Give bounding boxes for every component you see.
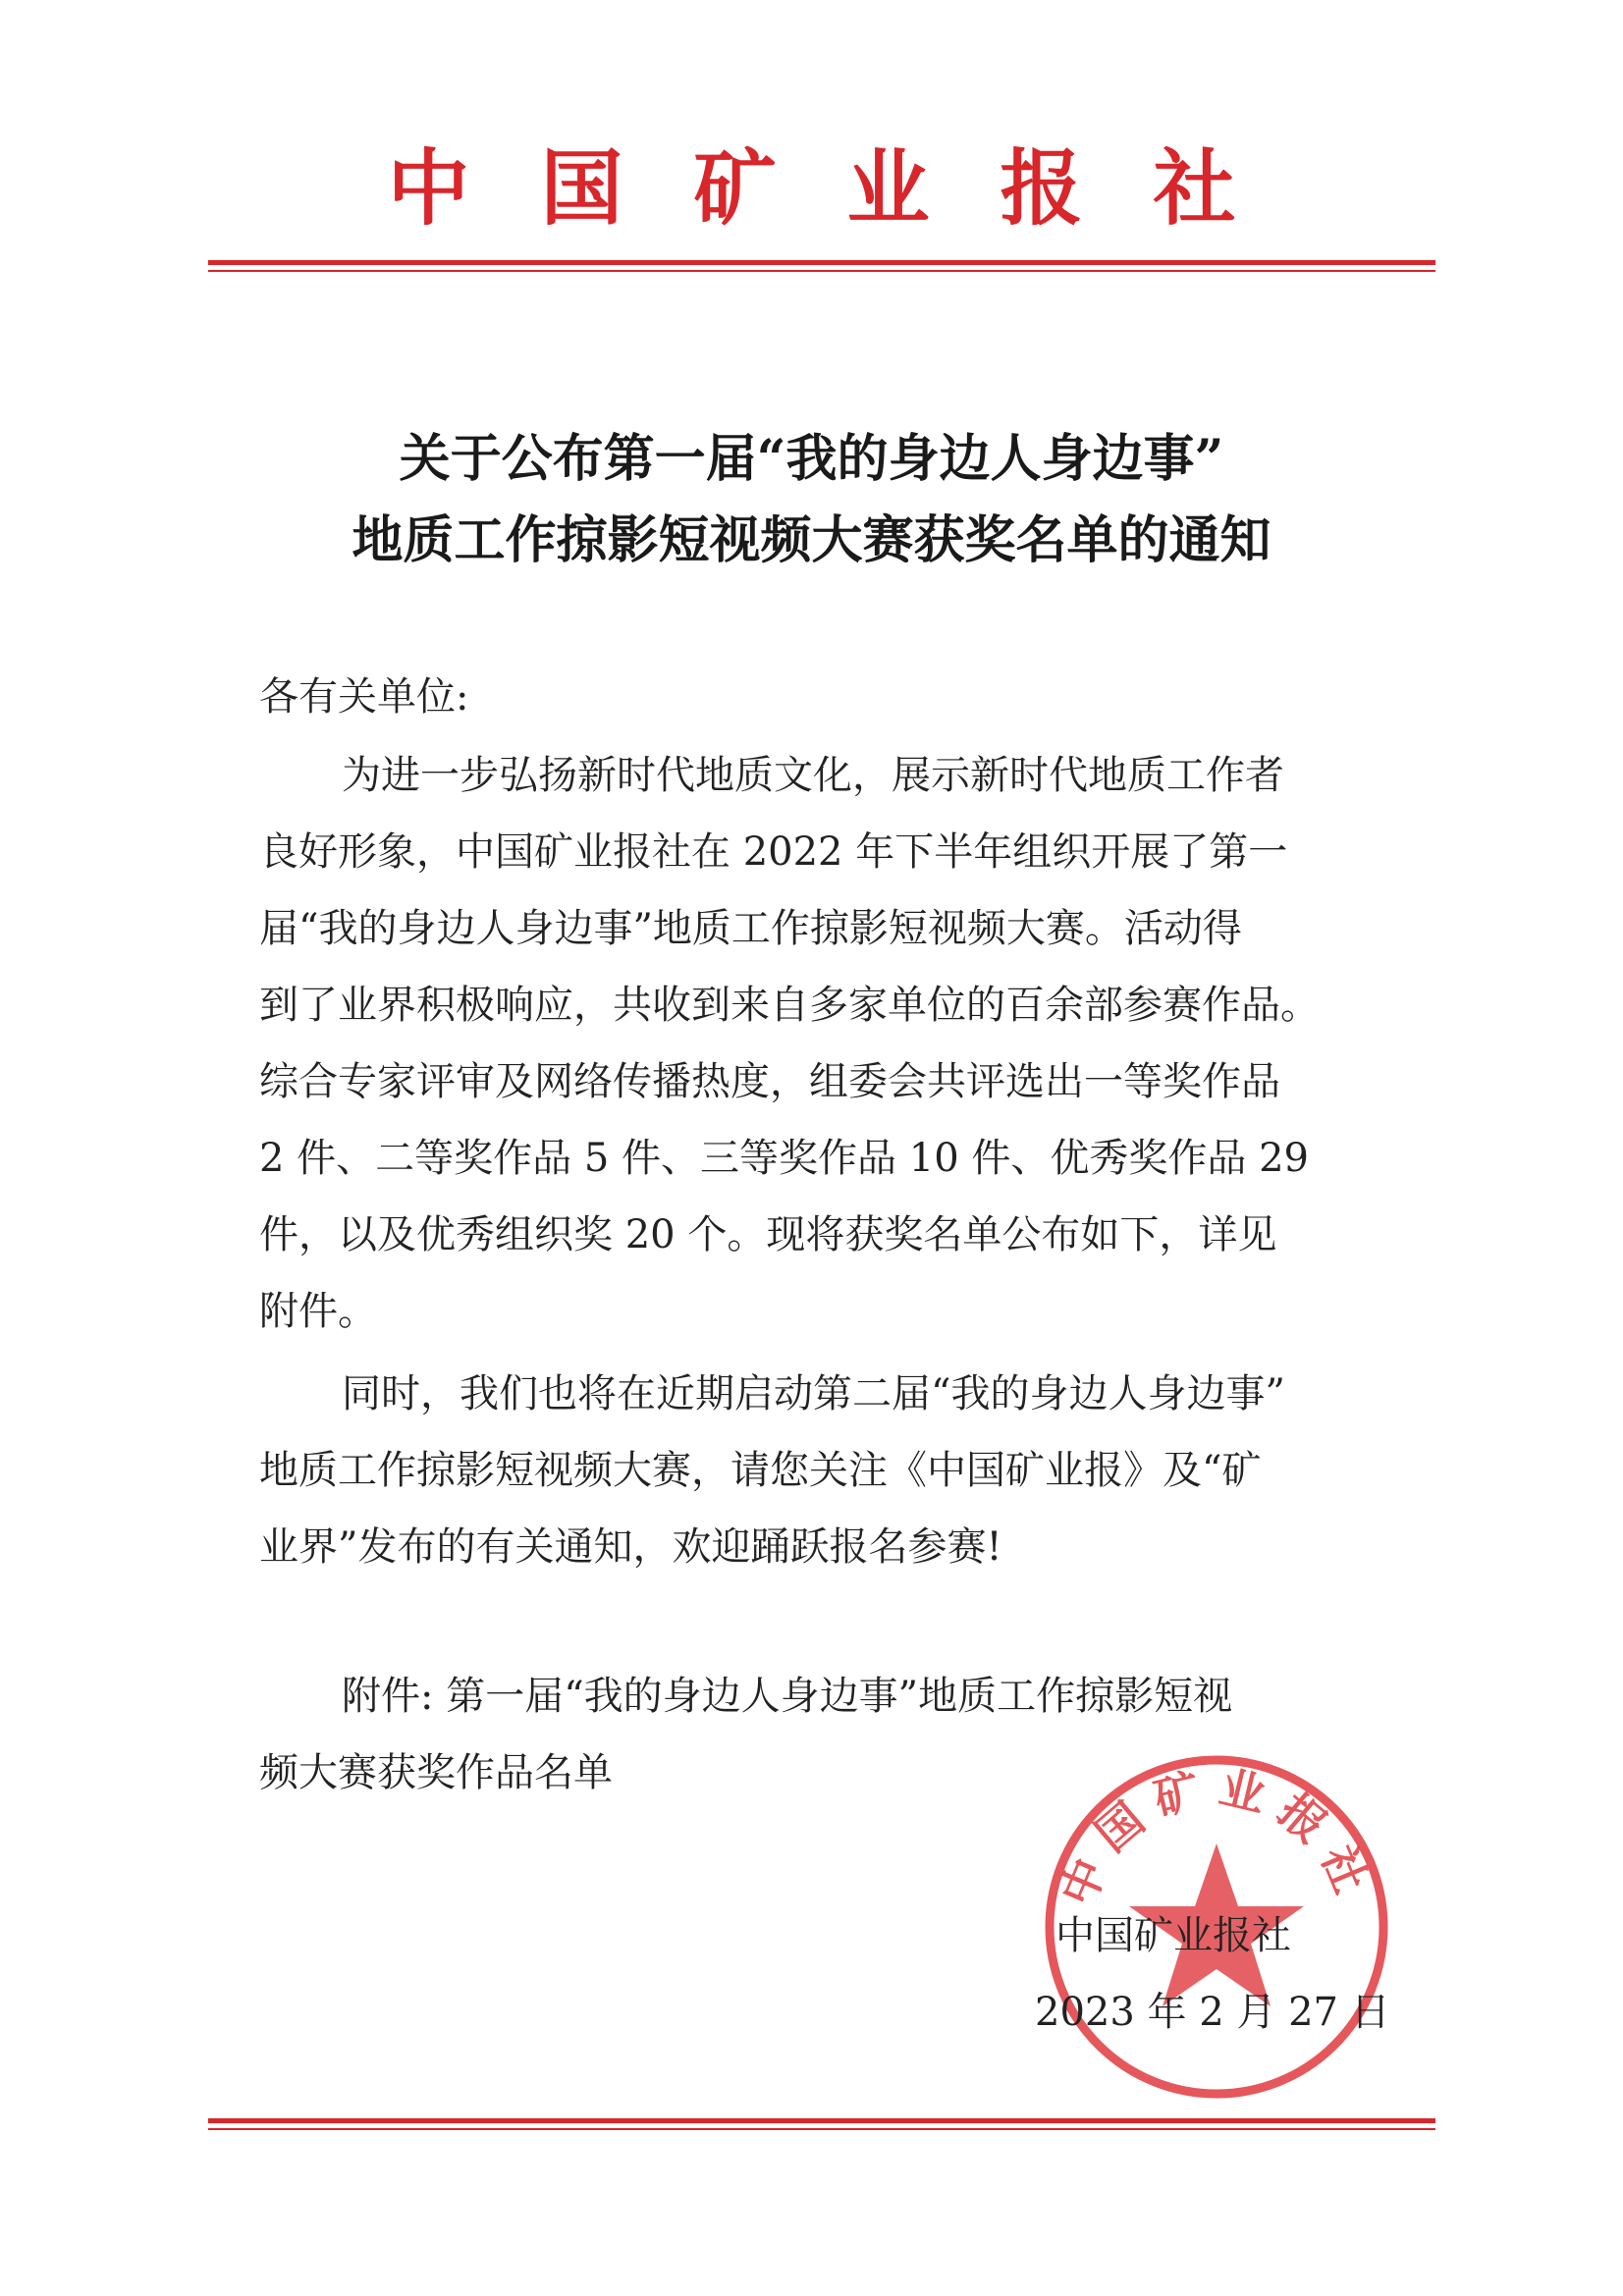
signature-date: 2023 年 2 月 27 日 — [1035, 1990, 1390, 2035]
seal-text: 中国矿业报社 — [1050, 1760, 1383, 1913]
salutation: 各有关单位: — [259, 674, 469, 720]
body-line: 同时，我们也将在近期启动第二届“我的身边人身边事” — [342, 1371, 1285, 1416]
body-line: 业界”发布的有关通知，欢迎踊跃报名参赛! — [259, 1524, 1002, 1570]
body-line: 2 件、二等奖作品 5 件、三等奖作品 10 件、优秀奖作品 29 — [259, 1136, 1309, 1181]
body-line: 附件。 — [259, 1289, 377, 1334]
notice-title-line-2: 地质工作掠影短视频大赛获奖名单的通知 — [352, 510, 1271, 570]
attachment-line: 频大赛获奖作品名单 — [259, 1750, 613, 1795]
body-line: 地质工作掠影短视频大赛，请您关注《中国矿业报》及“矿 — [259, 1448, 1262, 1493]
body-line: 到了业界积极响应，共收到来自多家单位的百余部参赛作品。 — [259, 983, 1320, 1028]
body-line: 届“我的身边人身边事”地质工作掠影短视频大赛。活动得 — [259, 906, 1242, 951]
header-rule — [208, 260, 1435, 272]
body-line: 为进一步弘扬新时代地质文化，展示新时代地质工作者 — [342, 753, 1284, 798]
letterhead: 中国矿业报社 — [387, 139, 1307, 237]
body-line: 综合专家评审及网络传播热度，组委会共评选出一等奖作品 — [259, 1059, 1280, 1104]
footer-rule — [208, 2118, 1435, 2130]
body-line: 件，以及优秀组织奖 20 个。现将获奖名单公布如下，详见 — [259, 1212, 1277, 1257]
signature-org: 中国矿业报社 — [1055, 1913, 1291, 1958]
body-line: 良好形象，中国矿业报社在 2022 年下半年组织开展了第一 — [259, 829, 1288, 875]
attachment-line: 附件: 第一届“我的身边人身边事”地质工作掠影短视 — [342, 1674, 1233, 1719]
notice-title-line-1: 关于公布第一届“我的身边人身边事” — [399, 429, 1224, 489]
